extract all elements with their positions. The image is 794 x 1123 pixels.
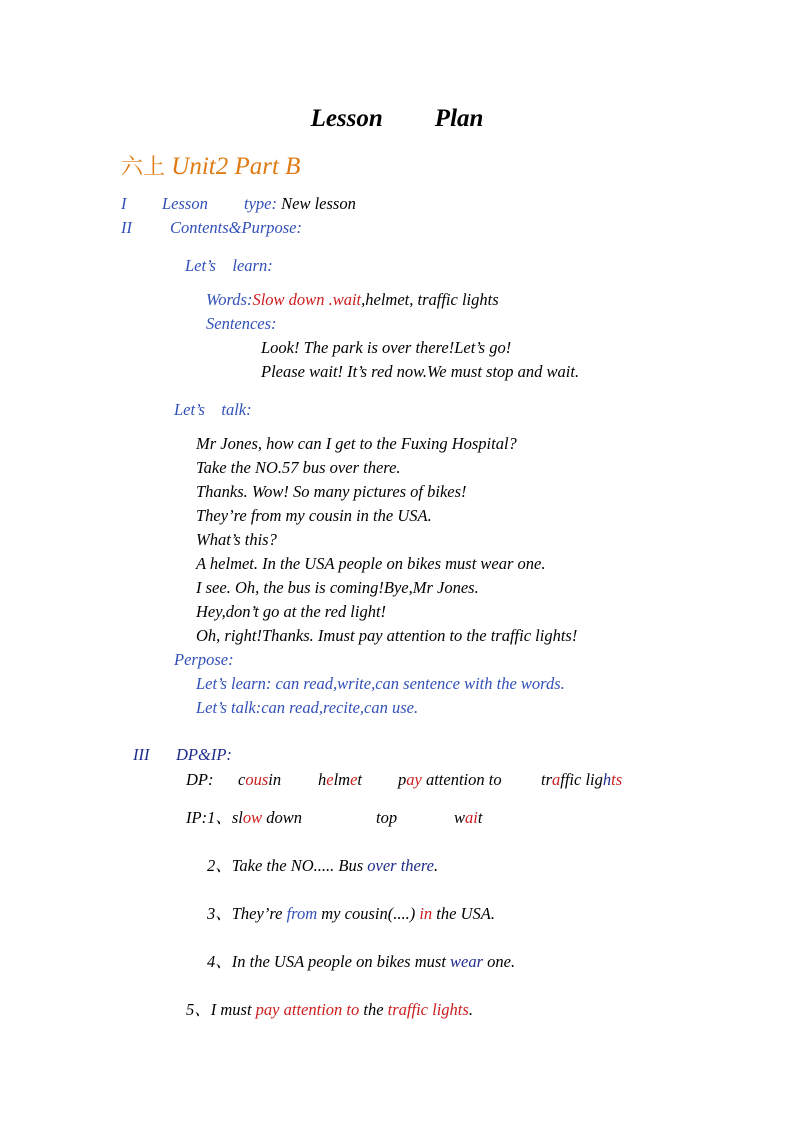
ip-highlight: pay attention to bbox=[255, 1000, 360, 1019]
ip-text: I must bbox=[210, 1000, 256, 1019]
dp-letter-highlight: ts bbox=[611, 770, 623, 789]
ip-highlight: over there bbox=[367, 856, 434, 875]
dp-word-pay-attention bbox=[398, 770, 502, 790]
title-word-lesson: Lesson bbox=[310, 105, 383, 132]
unit-heading bbox=[121, 152, 300, 183]
ip-letter-highlight: ow bbox=[242, 808, 263, 827]
dp-letter: ffic lig bbox=[560, 770, 603, 789]
dialogue-line: Oh, right!Thanks. Imust pay attention to the traffic lights! bbox=[196, 626, 578, 645]
purpose-learn: Let’s learn: can read,write,can sentence with the words. bbox=[196, 674, 565, 693]
ip-item-2 bbox=[207, 856, 438, 876]
ip-text: Take the NO..... Bus bbox=[231, 856, 368, 875]
ip-number: 3、 bbox=[207, 904, 232, 923]
dp-word-cousin bbox=[238, 770, 281, 790]
dp-letter: t bbox=[357, 770, 362, 789]
title-word-plan: Plan bbox=[434, 105, 484, 132]
dp-word-helmet bbox=[318, 770, 362, 790]
ip-letter: sl bbox=[231, 808, 243, 827]
ip-item-5 bbox=[186, 1000, 473, 1020]
ip-letter: w bbox=[454, 808, 466, 827]
dp-letter: in bbox=[268, 770, 282, 789]
ip-item-4 bbox=[207, 952, 515, 972]
lesson-type-label-2: type: bbox=[244, 194, 277, 213]
ip-word-wait bbox=[454, 808, 482, 828]
contents-numeral: II bbox=[121, 218, 132, 237]
dialogue-line: Mr Jones, how can I get to the Fuxing Hospital? bbox=[196, 434, 517, 453]
lesson-type-value: New lesson bbox=[281, 194, 356, 213]
ip-letter: down bbox=[262, 808, 302, 827]
ip-text: In the USA people on bikes must bbox=[231, 952, 451, 971]
ip-text: . bbox=[434, 856, 439, 875]
dp-letter: lm bbox=[333, 770, 351, 789]
ip-number: 2、 bbox=[207, 856, 232, 875]
dp-letter-highlight: e bbox=[350, 770, 358, 789]
dialogue-line: I see. Oh, the bus is coming!Bye,Mr Jones. bbox=[196, 578, 479, 597]
ip-number: 4、 bbox=[207, 952, 232, 971]
ip-letter: t bbox=[477, 808, 483, 827]
ip-text: one. bbox=[483, 952, 516, 971]
lets-learn-heading: Let’s learn: bbox=[185, 256, 273, 275]
words-rest: ,helmet, traffic lights bbox=[361, 290, 499, 309]
dialogue-line: Hey,don’t go at the red light! bbox=[196, 602, 387, 621]
ip-highlight: in bbox=[419, 904, 433, 923]
words-label: Words: bbox=[206, 290, 253, 309]
lesson-type-label: Lesson bbox=[162, 194, 208, 213]
ip-letter-highlight: ai bbox=[465, 808, 478, 827]
dpip-numeral: III bbox=[133, 745, 150, 764]
dp-letter-highlight: a bbox=[552, 770, 561, 789]
sentences-label: Sentences: bbox=[206, 314, 277, 333]
ip-text: the USA. bbox=[432, 904, 495, 923]
ip-text: the bbox=[359, 1000, 388, 1019]
sentence-1: Look! The park is over there!Let’s go! bbox=[261, 338, 512, 357]
dp-letter: c bbox=[238, 770, 246, 789]
words-line bbox=[206, 290, 499, 310]
contents-label: Contents&Purpose: bbox=[170, 218, 302, 237]
lesson-type-numeral: I bbox=[121, 194, 127, 213]
ip-text: They’re bbox=[231, 904, 287, 923]
dialogue-line: A helmet. In the USA people on bikes must wear one. bbox=[196, 554, 546, 573]
dialogue-line: They’re from my cousin in the USA. bbox=[196, 506, 432, 525]
ip-item-3 bbox=[207, 904, 495, 924]
words-highlight: Slow down .wait bbox=[252, 290, 362, 309]
page-title bbox=[0, 104, 794, 134]
dp-letter: tr bbox=[541, 770, 553, 789]
dp-letter-highlight: ous bbox=[245, 770, 269, 789]
dp-label: DP: bbox=[186, 770, 214, 789]
dp-letter-highlight: ay bbox=[406, 770, 422, 789]
ip-item-1 bbox=[186, 808, 302, 828]
dpip-label: DP&IP: bbox=[176, 745, 232, 764]
dp-letter: p bbox=[398, 770, 407, 789]
lets-talk-heading: Let’s talk: bbox=[174, 400, 252, 419]
ip-number: IP:1、 bbox=[186, 808, 232, 827]
dp-word-traffic-lights bbox=[541, 770, 622, 790]
ip-highlight: wear bbox=[450, 952, 484, 971]
purpose-talk: Let’s talk:can read,recite,can use. bbox=[196, 698, 419, 717]
purpose-label: Perpose: bbox=[174, 650, 234, 669]
dp-letter: attention to bbox=[421, 770, 502, 789]
ip-highlight: traffic lights bbox=[387, 1000, 469, 1019]
dp-letter-highlight: e bbox=[326, 770, 334, 789]
ip-number: 5、 bbox=[186, 1000, 211, 1019]
dp-letter: h bbox=[318, 770, 327, 789]
dialogue-line: Take the NO.57 bus over there. bbox=[196, 458, 401, 477]
unit-grade: 六上 bbox=[121, 155, 166, 180]
unit-name: Unit2 Part B bbox=[171, 153, 301, 180]
dialogue-line: What’s this? bbox=[196, 530, 277, 549]
ip-text: my cousin(....) bbox=[317, 904, 420, 923]
ip-word-top: top bbox=[376, 808, 398, 827]
dialogue-line: Thanks. Wow! So many pictures of bikes! bbox=[196, 482, 467, 501]
ip-text: . bbox=[468, 1000, 473, 1019]
sentence-2: Please wait! It’s red now.We must stop and wait. bbox=[261, 362, 580, 381]
lesson-type-row bbox=[244, 194, 356, 214]
ip-highlight: from bbox=[286, 904, 318, 923]
dp-letter-highlight: h bbox=[602, 770, 612, 789]
